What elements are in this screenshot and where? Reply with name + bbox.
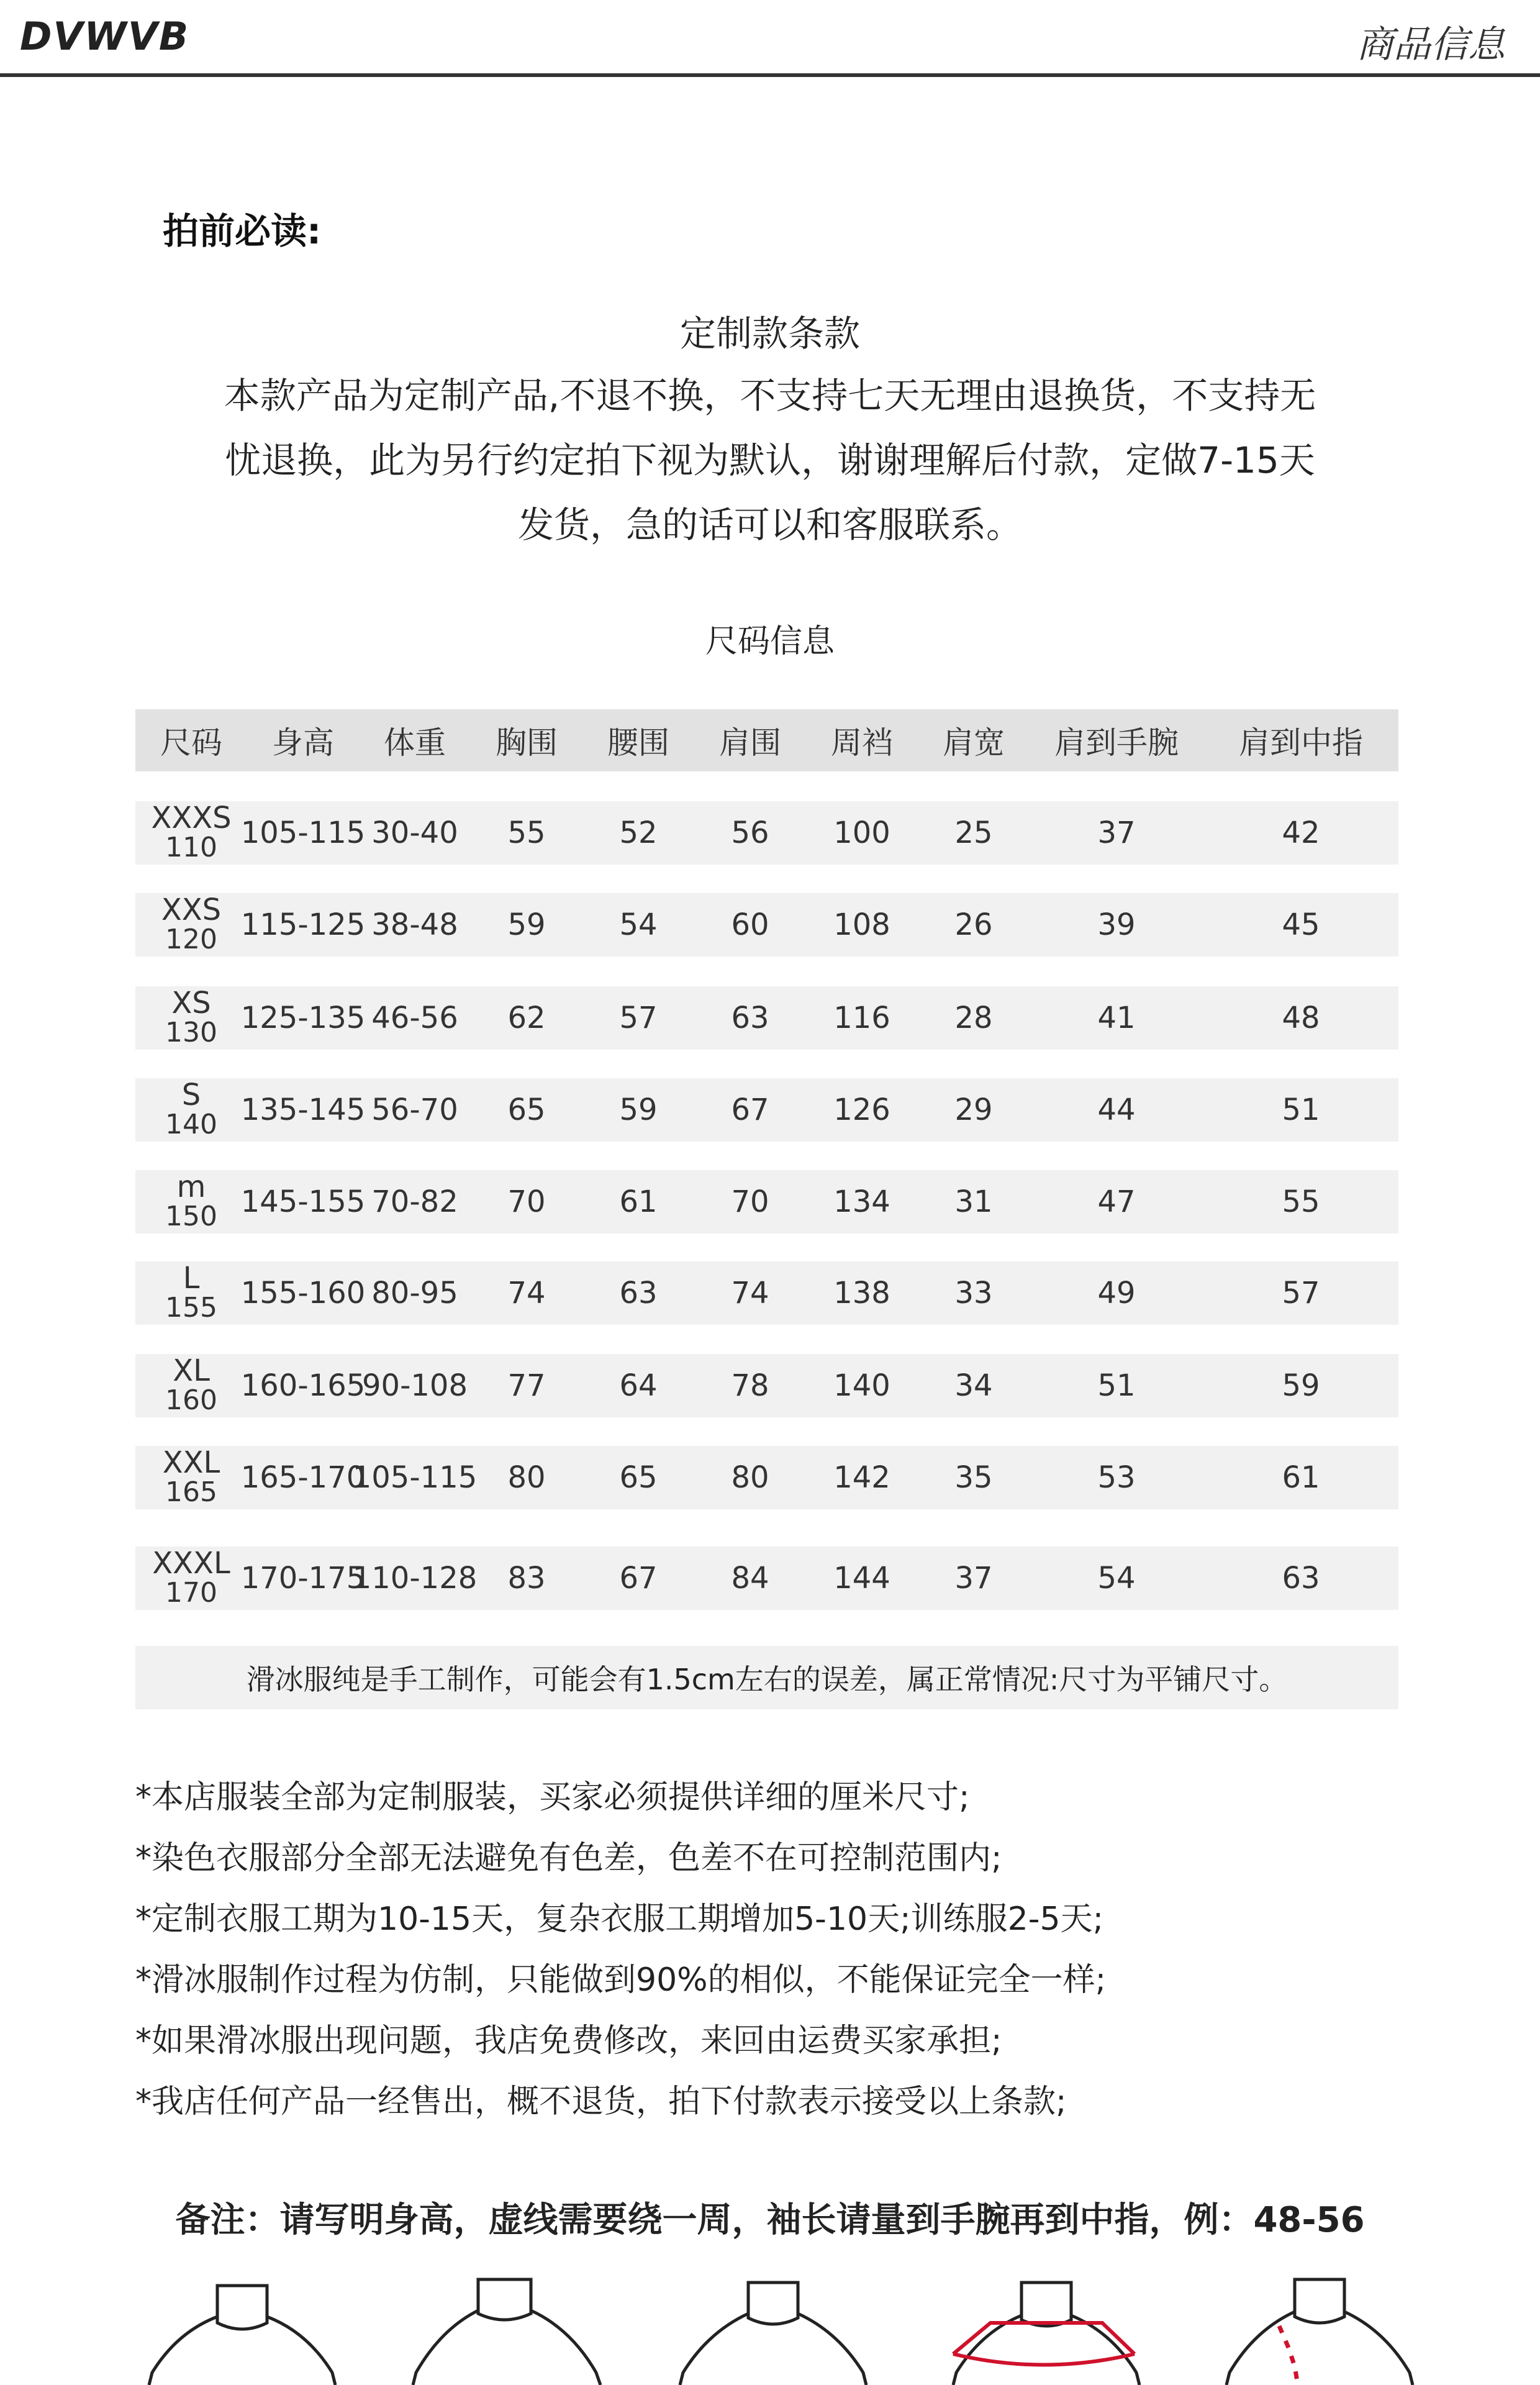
size-code: 160 <box>165 1384 217 1416</box>
note-item: *滑冰服制作过程为仿制，只能做到90%的相似，不能保证完全一样; <box>135 1961 1107 1999</box>
table-cell: 48 <box>1282 1001 1320 1035</box>
note-item: *如果滑冰服出现问题，我店免费修改，来回由运费买家承担; <box>135 2022 1002 2060</box>
table-cell: 42 <box>1282 815 1320 850</box>
table-cell: 116 <box>833 1001 890 1035</box>
table-row <box>135 1547 1398 1610</box>
terms-body <box>174 363 1366 557</box>
size-code: 155 <box>165 1292 217 1324</box>
terms-line: 忧退换，此为另行约定拍下视为默认，谢谢理解后付款，定做7-15天 <box>225 439 1315 481</box>
table-cell: 28 <box>954 1001 993 1035</box>
table-cell: 65 <box>507 1093 546 1127</box>
size-label: XXXS <box>151 801 232 835</box>
table-cell: 51 <box>1097 1368 1136 1403</box>
table-cell: 34 <box>954 1368 993 1403</box>
size-cell <box>135 1261 247 1325</box>
table-cell: 46-56 <box>371 1001 458 1035</box>
note-item: *定制衣服工期为10-15天，复杂衣服工期增加5-10天;训练服2-5天; <box>135 1901 1104 1938</box>
table-cell: 61 <box>1282 1460 1320 1495</box>
size-code: 150 <box>165 1201 217 1232</box>
table-cell: 38-48 <box>371 907 458 942</box>
table-cell: 135-145 <box>240 1093 366 1127</box>
size-table-title: 尺码信息 <box>705 623 835 660</box>
terms-line: 本款产品为定制产品,不退不换，不支持七天无理由退换货，不支持无 <box>224 375 1316 417</box>
table-cell: 52 <box>619 815 658 850</box>
size-label: XS <box>171 986 211 1020</box>
header-cell: 肩宽 <box>943 725 1005 761</box>
table-cell: 57 <box>619 1001 658 1035</box>
table-row <box>135 801 1398 865</box>
table-cell: 30-40 <box>371 815 458 850</box>
table-cell: 138 <box>833 1276 890 1311</box>
note-item: *染色衣服部分全部无法避免有色差，色差不在可控制范围内; <box>135 1840 1002 1877</box>
sleeve-figure-icon <box>1217 2273 1422 2385</box>
table-cell: 80-95 <box>371 1276 458 1311</box>
table-cell: 90-108 <box>361 1368 468 1403</box>
table-cell: 29 <box>954 1093 993 1127</box>
size-code: 130 <box>165 1017 217 1048</box>
size-code: 140 <box>165 1109 217 1140</box>
table-cell: 80 <box>731 1460 769 1495</box>
header-cell: 尺码 <box>160 725 222 761</box>
size-cell <box>135 1446 247 1509</box>
table-cell: 74 <box>507 1276 546 1311</box>
table-cell: 77 <box>507 1368 546 1403</box>
shoulder-figure-icon <box>671 2273 876 2385</box>
note-item: *本店服装全部为定制服装，买家必须提供详细的厘米尺寸; <box>135 1779 970 1816</box>
neck-figure-icon <box>407 2273 612 2385</box>
table-cell: 160-165 <box>240 1368 366 1403</box>
table-cell: 105-115 <box>240 815 366 850</box>
table-cell: 54 <box>1097 1561 1136 1596</box>
table-cell: 26 <box>954 907 993 942</box>
size-label: XXL <box>162 1445 220 1480</box>
terms-title: 定制款条款 <box>679 312 860 355</box>
table-cell: 37 <box>954 1561 993 1596</box>
table-cell: 70 <box>731 1184 769 1219</box>
table-cell: 67 <box>731 1093 769 1127</box>
header-cell: 体重 <box>384 725 446 761</box>
table-cell: 140 <box>833 1368 890 1403</box>
table-cell: 62 <box>507 1001 546 1035</box>
table-cell: 74 <box>731 1276 769 1311</box>
header-cell: 周裆 <box>831 725 893 761</box>
table-cell: 41 <box>1097 1001 1136 1035</box>
header-cell: 肩到中指 <box>1239 725 1363 761</box>
header-title: 商品信息 <box>1356 23 1505 66</box>
size-code: 120 <box>165 924 217 955</box>
table-cell: 126 <box>833 1093 890 1127</box>
terms-line: 发货，急的话可以和客服联系。 <box>517 504 1022 546</box>
table-cell: 59 <box>1282 1368 1320 1403</box>
table-cell: 56 <box>731 815 769 850</box>
table-cell: 165-170 <box>240 1460 366 1495</box>
table-cell: 70-82 <box>371 1184 458 1219</box>
table-cell: 60 <box>731 907 769 942</box>
table-cell: 80 <box>507 1460 546 1495</box>
table-header-row <box>135 709 1398 771</box>
page-header <box>0 0 1540 77</box>
table-cell: 56-70 <box>371 1093 458 1127</box>
table-cell: 78 <box>731 1368 769 1403</box>
table-cell: 64 <box>619 1368 658 1403</box>
note-item: *我店任何产品一经售出，概不退货，拍下付款表示接受以上条款; <box>135 2083 1067 2120</box>
shoulder-width-figure-icon <box>941 2273 1146 2385</box>
table-cell: 51 <box>1282 1093 1320 1127</box>
table-row <box>135 1446 1398 1509</box>
table-cell: 45 <box>1282 907 1320 942</box>
size-label: L <box>183 1261 200 1296</box>
header-cell: 肩到手腕 <box>1054 725 1179 761</box>
collar-figure-icon <box>140 2273 345 2385</box>
table-row <box>135 1170 1398 1233</box>
size-code: 170 <box>165 1577 217 1609</box>
table-cell: 25 <box>954 815 993 850</box>
table-cell: 59 <box>507 907 546 942</box>
table-cell: 110-128 <box>352 1561 478 1596</box>
size-cell <box>135 1078 247 1142</box>
table-row <box>135 986 1398 1050</box>
table-cell: 134 <box>833 1184 890 1219</box>
header-cell: 肩围 <box>719 725 781 761</box>
size-code: 165 <box>165 1476 217 1508</box>
table-cell: 63 <box>1282 1561 1320 1596</box>
table-cell: 67 <box>619 1561 658 1596</box>
table-cell: 54 <box>619 907 658 942</box>
size-cell <box>135 1547 247 1610</box>
table-cell: 100 <box>833 815 890 850</box>
size-cell <box>135 1170 247 1233</box>
notice-heading: 拍前必读: <box>163 210 322 252</box>
table-cell: 84 <box>731 1561 769 1596</box>
table-cell: 63 <box>731 1001 769 1035</box>
notes-list <box>135 1767 1439 2132</box>
table-cell: 59 <box>619 1093 658 1127</box>
size-cell <box>135 1354 247 1417</box>
header-cell: 身高 <box>272 725 334 761</box>
header-cell: 胸围 <box>496 725 558 761</box>
table-cell: 61 <box>619 1184 658 1219</box>
table-cell: 145-155 <box>240 1184 366 1219</box>
table-cell: 105-115 <box>352 1460 478 1495</box>
table-cell: 57 <box>1282 1276 1320 1311</box>
table-cell: 144 <box>833 1561 890 1596</box>
size-cell <box>135 986 247 1050</box>
size-label: XL <box>173 1353 210 1388</box>
brand-logo: DVWVB <box>20 14 190 59</box>
remark-text: 备注：请写明身高，虚线需要绕一周，袖长请量到手腕再到中指，例：48-56 <box>175 2200 1365 2240</box>
size-label: m <box>176 1170 206 1204</box>
table-cell: 47 <box>1097 1184 1136 1219</box>
table-cell: 39 <box>1097 907 1136 942</box>
size-label: XXXL <box>152 1546 230 1581</box>
table-footnote: 滑冰服纯是手工制作，可能会有1.5cm左右的误差，属正常情况:尺寸为平铺尺寸。 <box>135 1646 1398 1709</box>
table-cell: 70 <box>507 1184 546 1219</box>
table-row <box>135 893 1398 956</box>
table-row <box>135 1261 1398 1325</box>
table-cell: 35 <box>954 1460 993 1495</box>
table-cell: 55 <box>1282 1184 1320 1219</box>
table-cell: 83 <box>507 1561 546 1596</box>
table-cell: 65 <box>619 1460 658 1495</box>
table-cell: 155-160 <box>240 1276 366 1311</box>
table-cell: 44 <box>1097 1093 1136 1127</box>
header-cell: 腰围 <box>607 725 669 761</box>
table-row <box>135 1354 1398 1417</box>
table-cell: 125-135 <box>240 1001 366 1035</box>
size-label: XXS <box>161 893 222 927</box>
table-cell: 63 <box>619 1276 658 1311</box>
table-cell: 31 <box>954 1184 993 1219</box>
size-code: 110 <box>165 832 217 863</box>
size-label: S <box>181 1078 201 1112</box>
table-cell: 37 <box>1097 815 1136 850</box>
table-cell: 55 <box>507 815 546 850</box>
table-cell: 170-175 <box>240 1561 366 1596</box>
table-cell: 142 <box>833 1460 890 1495</box>
table-cell: 49 <box>1097 1276 1136 1311</box>
table-row <box>135 1078 1398 1142</box>
measurement-figures <box>0 2273 1540 2385</box>
table-cell: 33 <box>954 1276 993 1311</box>
size-cell <box>135 893 247 956</box>
table-cell: 115-125 <box>240 907 366 942</box>
table-cell: 108 <box>833 907 890 942</box>
table-cell: 53 <box>1097 1460 1136 1495</box>
size-cell <box>135 801 247 865</box>
